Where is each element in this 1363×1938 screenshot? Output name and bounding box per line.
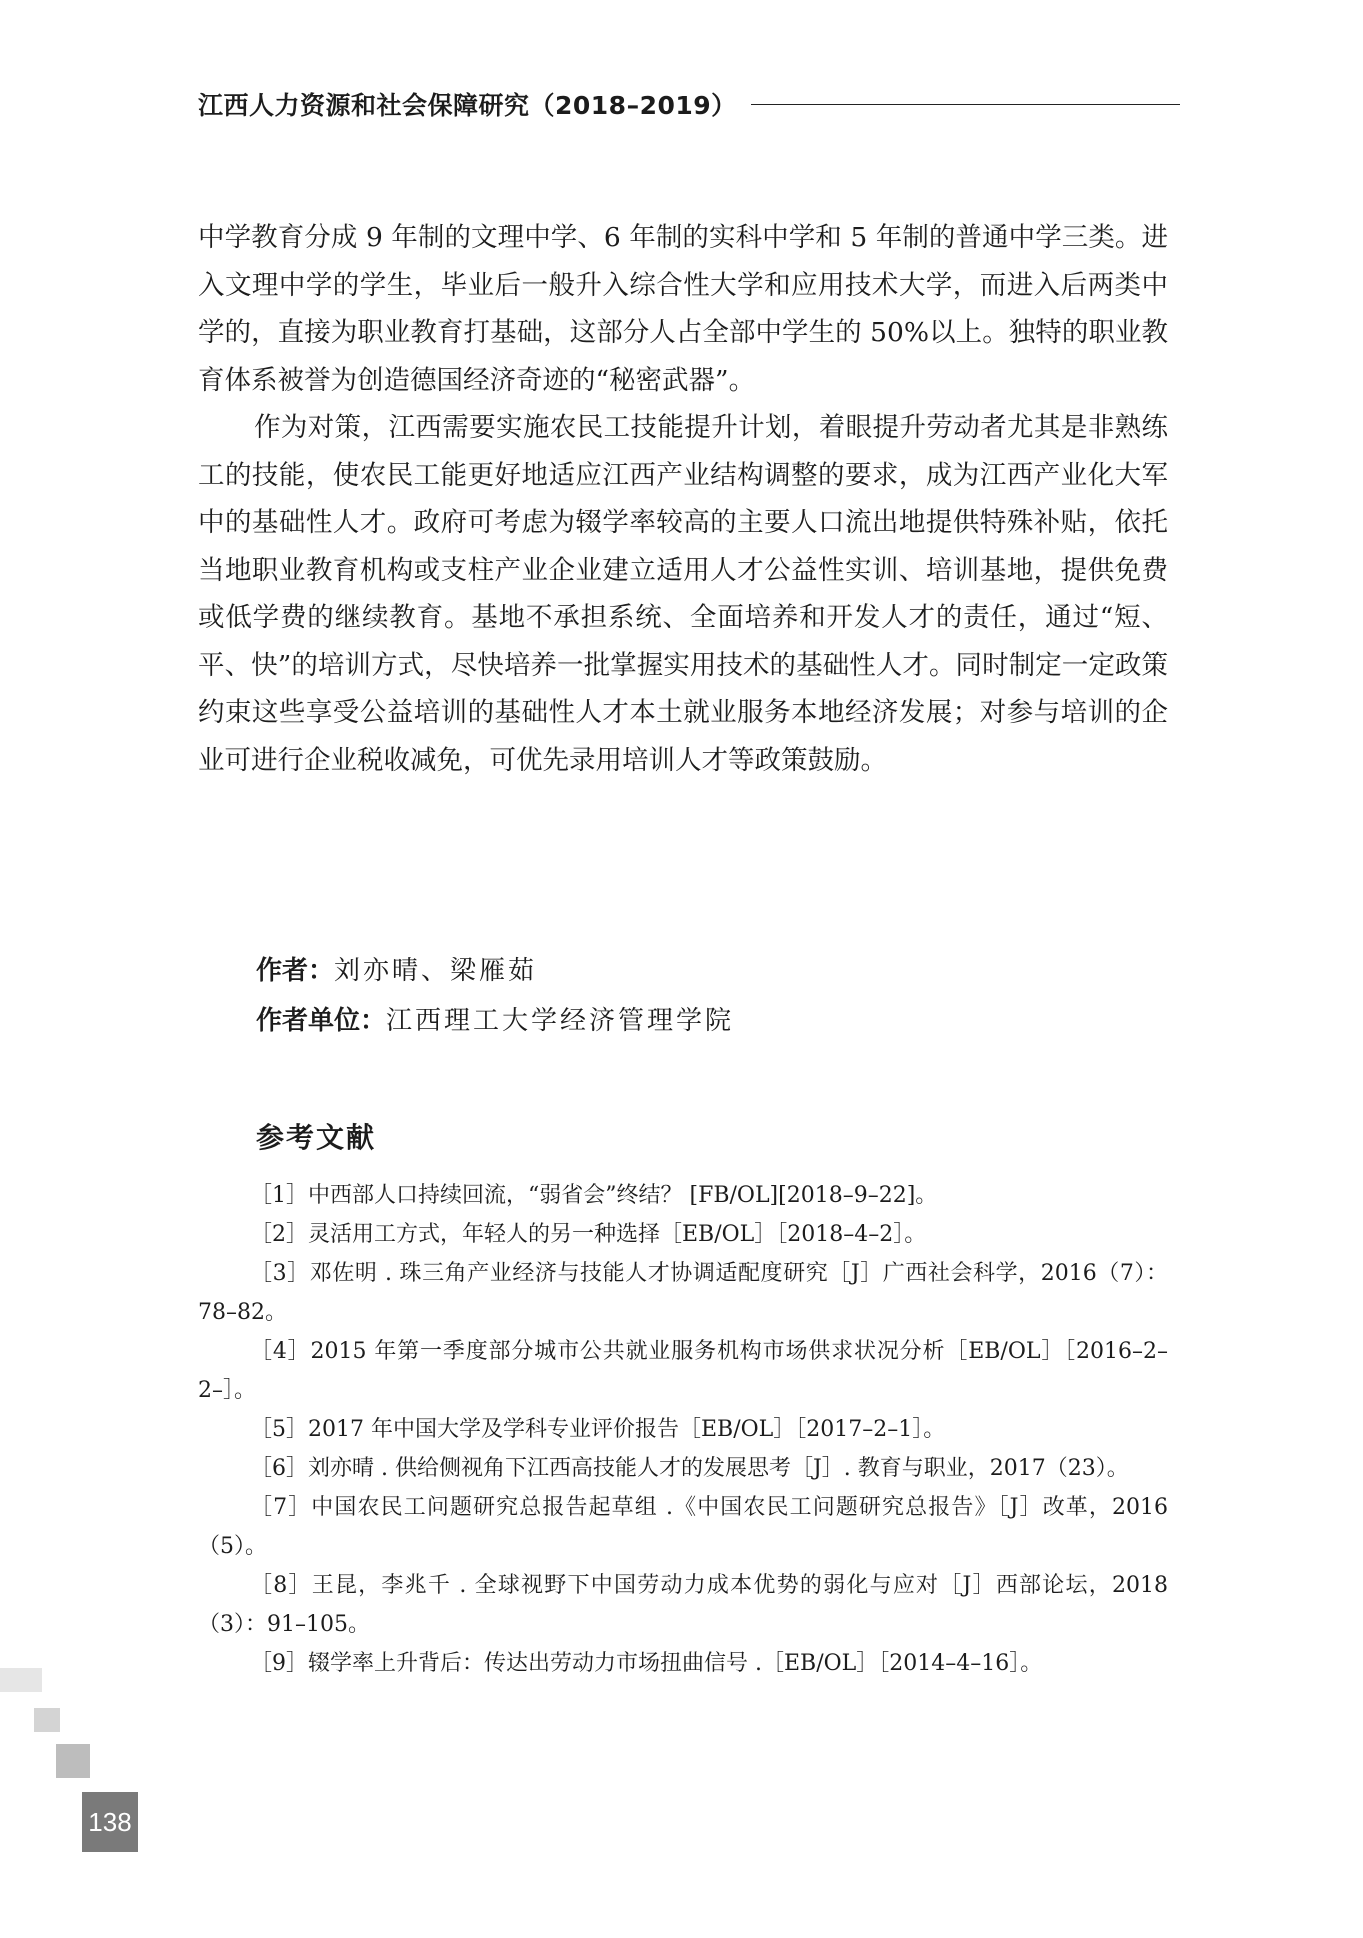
reference-item: ［4］2015 年第一季度部分城市公共就业服务机构市场供求状况分析［EB/OL］［2016–2–2–］。 bbox=[198, 1339, 1168, 1403]
author-line bbox=[256, 946, 734, 996]
reference-item: ［7］中国农民工问题研究总报告起草组 .《中国农民工问题研究总报告》［J］改革，2016（5）。 bbox=[198, 1495, 1168, 1559]
body-paragraph: 中学教育分成 9 年制的文理中学、6 年制的实科中学和 5 年制的普通中学三类。进入文理中学的学生，毕业后一般升入综合性大学和应用技术大学，而进入后两类中学的，直接为职业教育打基础，这部分人占全部中学生的 50%以上。独特的职业教育体系被誉为创造德国经济奇迹的“秘密武器”。 bbox=[198, 222, 1168, 396]
decorative-square bbox=[0, 1668, 42, 1692]
decorative-square bbox=[34, 1708, 60, 1732]
book-title: 江西人力资源和社会保障研究（2018–2019） bbox=[198, 91, 737, 120]
decorative-square bbox=[56, 1744, 90, 1778]
running-header bbox=[198, 84, 1180, 124]
affiliation-label: 作者单位： bbox=[256, 1006, 387, 1036]
header-rule bbox=[751, 104, 1180, 105]
reference-item: ［5］2017 年中国大学及学科专业评价报告［EB/OL］［2017–2–1］。 bbox=[250, 1417, 946, 1442]
affiliation-line bbox=[256, 996, 734, 1046]
reference-item: ［1］中西部人口持续回流，“弱省会”终结？ [FB/OL][2018–9–22]。 bbox=[250, 1183, 938, 1208]
author-block bbox=[256, 946, 734, 1046]
reference-list bbox=[198, 1176, 1168, 1683]
body-paragraph: 作为对策，江西需要实施农民工技能提升计划，着眼提升劳动者尤其是非熟练工的技能，使农民工能更好地适应江西产业结构调整的要求，成为江西产业化大军中的基础性人才。政府可考虑为辍学率较高的主要人口流出地提供特殊补贴，依托当地职业教育机构或支柱产业企业建立适用人才公益性实训、培训基地，提供免费或低学费的继续教育。基地不承担系统、全面培养和开发人才的责任，通过“短、平、快”的培训方式，尽快培养一批掌握实用技术的基础性人才。同时制定一定政策约束这些享受公益培训的基础性人才本土就业服务本地经济发展；对参与培训的企业可进行企业税收减免，可优先录用培训人才等政策鼓励。 bbox=[198, 412, 1168, 776]
affiliation-name: 江西理工大学经济管理学院 bbox=[386, 1006, 735, 1036]
reference-item: ［3］邓佐明 . 珠三角产业经济与技能人才协调适配度研究［J］广西社会科学，2016（7）：78–82。 bbox=[198, 1261, 1168, 1325]
references-heading: 参考文献 bbox=[256, 1121, 377, 1154]
reference-item: ［8］王昆，李兆千 . 全球视野下中国劳动力成本优势的弱化与应对［J］西部论坛，2018（3）：91–105。 bbox=[198, 1573, 1168, 1637]
reference-item: ［6］刘亦晴 . 供给侧视角下江西高技能人才的发展思考［J］. 教育与职业，2017（23）。 bbox=[250, 1456, 1129, 1481]
body-text bbox=[198, 214, 1168, 784]
page-number: 138 bbox=[82, 1792, 138, 1852]
author-names: 刘亦晴、梁雁茹 bbox=[334, 956, 538, 986]
author-label: 作者： bbox=[256, 956, 335, 986]
reference-item: ［9］辍学率上升背后：传达出劳动力市场扭曲信号 .［EB/OL］［2014–4–16］。 bbox=[250, 1651, 1043, 1676]
reference-item: ［2］灵活用工方式，年轻人的另一种选择［EB/OL］［2018–4–2］。 bbox=[250, 1222, 927, 1247]
